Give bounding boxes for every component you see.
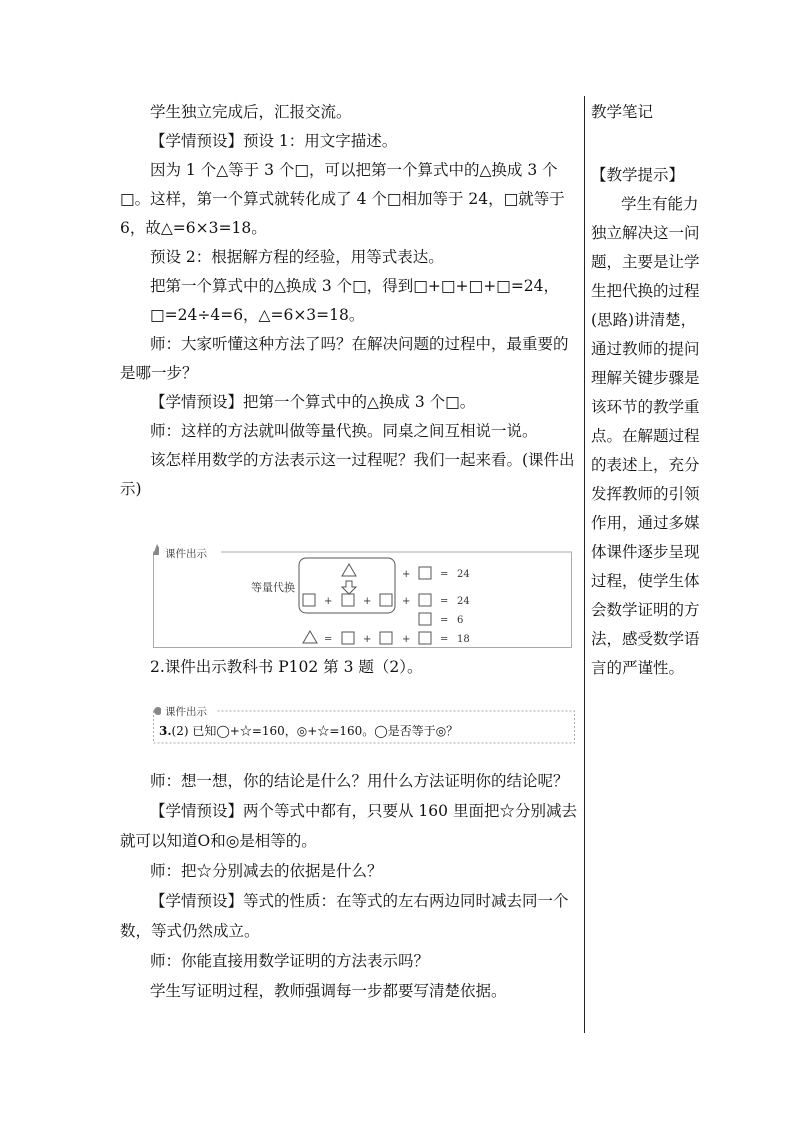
equals-sign: = [440,569,449,580]
square-icon [419,594,431,606]
paragraph: 学生独立完成后，汇报交流。 [150,103,352,121]
paragraph: 师：你能直接用数学证明的方法表示吗？ [150,952,430,970]
paragraph: 学生写证明过程，教师强调每一步都要写清楚依据。 [150,982,507,1000]
group-box [299,558,395,613]
paragraph: 该怎样用数学的方法表示这一过程呢？我们一起来看。(课件出示) [120,451,575,498]
tip-body: 学生有能力独立解决这一问题，主要是让学生把代换的过程(思路)讲清楚，通过教师的提问理解关键步骤是该环节的教学重点。在解题过程的表述上，充分发挥教师的引领作用，通过多媒体课件逐步呈现过程，使学生体会数学证明的方法，感受数学语言的严谨性。 [591,195,700,677]
question-number: 3. [159,724,172,738]
equals-sign: = [324,634,333,645]
paragraph: 【学情预设】把第一个算式中的△换成 3 个□。 [150,393,476,411]
question-text [159,722,458,739]
triangle-icon [303,631,317,643]
square-icon [342,594,354,606]
courseware-tag: 课件出示 [165,706,207,718]
square-icon [419,613,431,625]
courseware-figure-1 [153,542,572,648]
equals-sign: = [440,596,449,607]
notes-title: 教学笔记 [591,103,654,121]
down-arrow-icon [342,581,356,594]
square-icon [342,632,354,644]
square-icon [380,594,392,606]
tip-heading: 【教学提示】 [591,166,685,184]
plus-sign: + [324,596,333,607]
paragraph: 预设 2：根据解方程的经验，用等式表达。 [150,248,444,266]
square-icon [380,632,392,644]
courseware-figure-2 [153,702,575,744]
value-18: 18 [457,634,470,645]
paragraph: 师：把☆分别减去的依据是什么？ [150,862,383,880]
plus-sign: + [402,569,411,580]
plus-sign: + [402,634,411,645]
plus-sign: + [402,596,411,607]
column-divider [584,96,585,1033]
square-icon [419,567,431,579]
paragraph: 把第一个算式中的△换成 3 个□，得到□+□+□+□=24， [150,277,560,295]
question-body: (2) 已知◯+☆=160，◎+☆=160。◯是否等于◎？ [171,724,459,738]
paragraph: 【学情预设】等式的性质：在等式的左右两边同时减去同一个数，等式仍然成立。 [120,892,569,940]
paragraph: □=24÷4=6，△=6×3=18。 [150,306,365,324]
value-24: 24 [457,569,470,580]
square-icon [303,594,315,606]
paragraph: 【学情预设】预设 1：用文字描述。 [150,132,398,150]
substitution-diagram [153,542,572,648]
equals-sign: = [440,634,449,645]
substitution-label: 等量代换 [251,581,295,594]
triangle-icon [342,564,356,576]
teaching-notes [591,98,709,683]
paragraph: 师：这样的方法就叫做等量代换。同桌之间互相说一说。 [150,422,538,440]
equals-sign: = [440,615,449,626]
paragraph: 因为 1 个△等于 3 个□，可以把第一个算式中的△换成 3 个□。这样，第一个算式就转化成了 4 个□相加等于 24，□就等于 6，故△=6×3=18。 [120,161,565,237]
tag-corner-icon [154,707,162,715]
plus-sign: + [363,634,372,645]
paragraph: 师：大家听懂这种方法了吗？在解决问题的过程中，最重要的是哪一步？ [120,335,569,382]
square-icon [419,632,431,644]
courseware-tag: 课件出示 [165,548,207,560]
paragraph: 2.课件出示教科书 P102 第 3 题（2）。 [150,658,423,676]
plus-sign: + [363,596,372,607]
value-24: 24 [457,596,470,607]
paragraph: 【学情预设】两个等式中都有，只要从 160 里面把☆分别减去就可以知道O和◎是相等的。 [120,802,577,850]
paragraph: 师：想一想，你的结论是什么？用什么方法证明你的结论呢？ [150,772,569,790]
value-6: 6 [457,615,464,626]
